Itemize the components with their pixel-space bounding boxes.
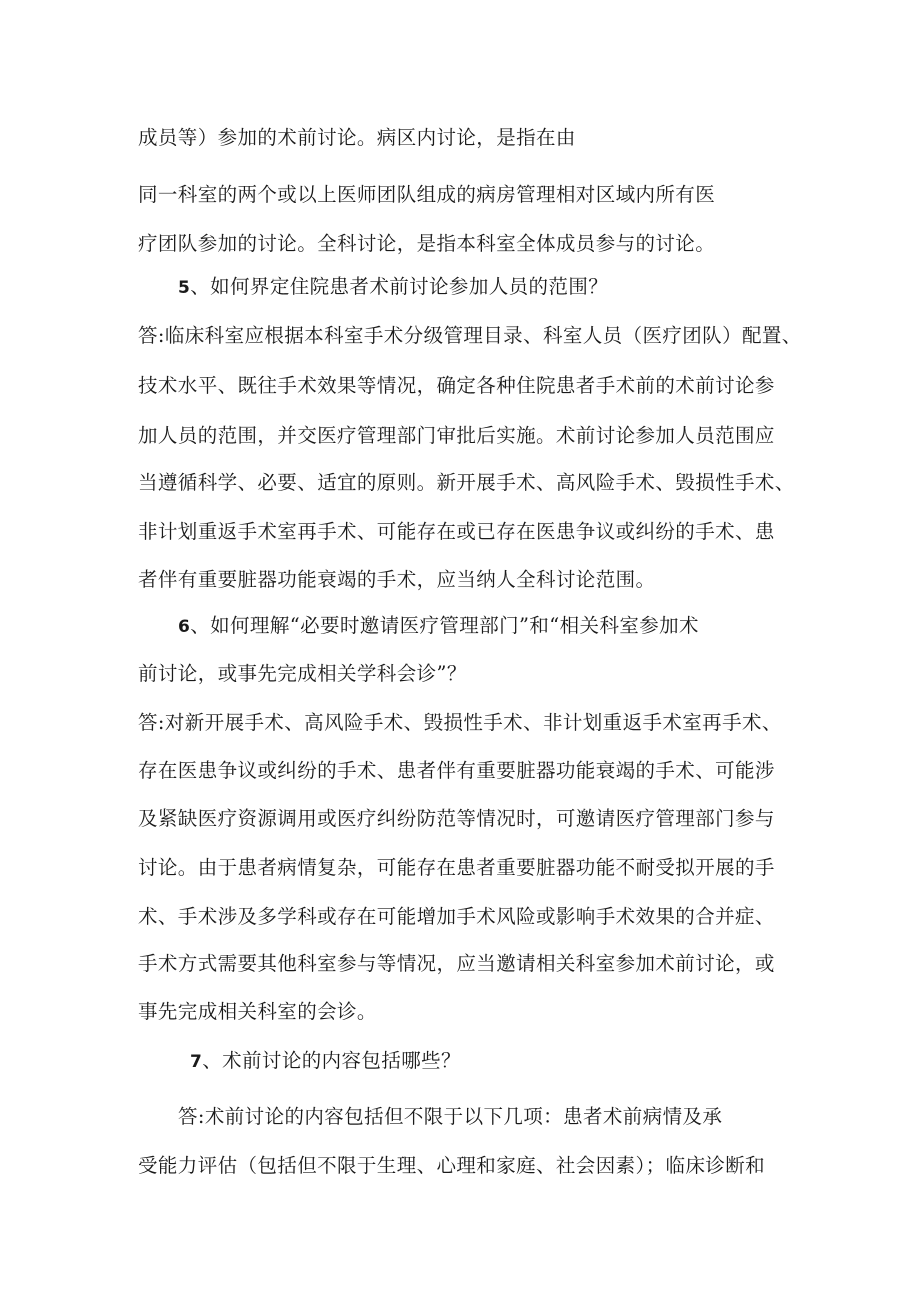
answer-line: 技术水平、既往手术效果等情况，确定各种住院患者手术前的术前讨论参 — [138, 374, 775, 397]
question-number: 5 — [178, 278, 191, 298]
question-heading-7 — [190, 1048, 461, 1075]
answer-line: 讨论。由于患者病情复杂，可能存在患者重要脏器功能不耐受拟开展的手 — [138, 856, 775, 879]
answer-line: 答:术前讨论的内容包括但不限于以下几项：患者术前病情及承 — [178, 1105, 723, 1128]
answer-line: 非计划重返手术室再手术、可能存在或已存在医患争议或纠纷的手术、患 — [138, 520, 775, 543]
question-text: 、如何理解“必要时邀请医疗管理部门”和“相关科室参加术 — [190, 614, 699, 637]
question-number: 6 — [178, 617, 191, 637]
answer-line: 术、手术涉及多学科或存在可能增加手术风险或影响手术效果的合并症、 — [138, 905, 775, 928]
paragraph-line: 同一科室的两个或以上医师团队组成的病房管理相对区域内所有医 — [138, 183, 716, 206]
question-number: 7 — [190, 1052, 203, 1072]
answer-line: 答:对新开展手术、高风险手术、毁损性手术、非计划重返手术室再手术、 — [138, 711, 782, 734]
answer-line: 答:临床科室应根据本科室手术分级管理目录、科室人员（医疗团队）配置、 — [138, 324, 802, 347]
question-heading-5 — [178, 274, 608, 301]
paragraph-line: 疗团队参加的讨论。全科讨论，是指本科室全体成员参与的讨论。 — [138, 232, 716, 255]
answer-line: 存在医患争议或纠纷的手术、患者伴有重要脏器功能衰竭的手术、可能涉 — [138, 759, 775, 782]
question-text: 、如何界定住院患者术前讨论参加人员的范围？ — [190, 275, 609, 298]
answer-line: 受能力评估（包括但不限于生理、心理和家庭、社会因素）；临床诊断和 — [138, 1154, 766, 1177]
answer-line: 事先完成相关科室的会诊。 — [138, 1000, 377, 1023]
answer-line: 加人员的范围，并交医疗管理部门审批后实施。术前讨论参加人员范围应 — [138, 424, 775, 447]
answer-line: 及紧缺医疗资源调用或医疗纠纷防范等情况时，可邀请医疗管理部门参与 — [138, 807, 775, 830]
answer-line: 者伴有重要脏器功能衰竭的手术，应当纳人全科讨论范围。 — [138, 568, 656, 591]
paragraph-line: 成员等）参加的术前讨论。病区内讨论，是指在由 — [138, 126, 576, 149]
question-text: 、术前讨论的内容包括哪些？ — [202, 1049, 461, 1072]
answer-line: 手术方式需要其他科室参与等情况，应当邀请相关科室参加术前讨论，或 — [138, 952, 775, 975]
question-heading-6 — [178, 613, 699, 640]
question-line: 前讨论，或事先完成相关学科会诊”？ — [138, 662, 467, 685]
answer-line: 当遵循科学、必要、适宜的原则。新开展手术、高风险手术、毁损性手术、 — [138, 471, 795, 494]
